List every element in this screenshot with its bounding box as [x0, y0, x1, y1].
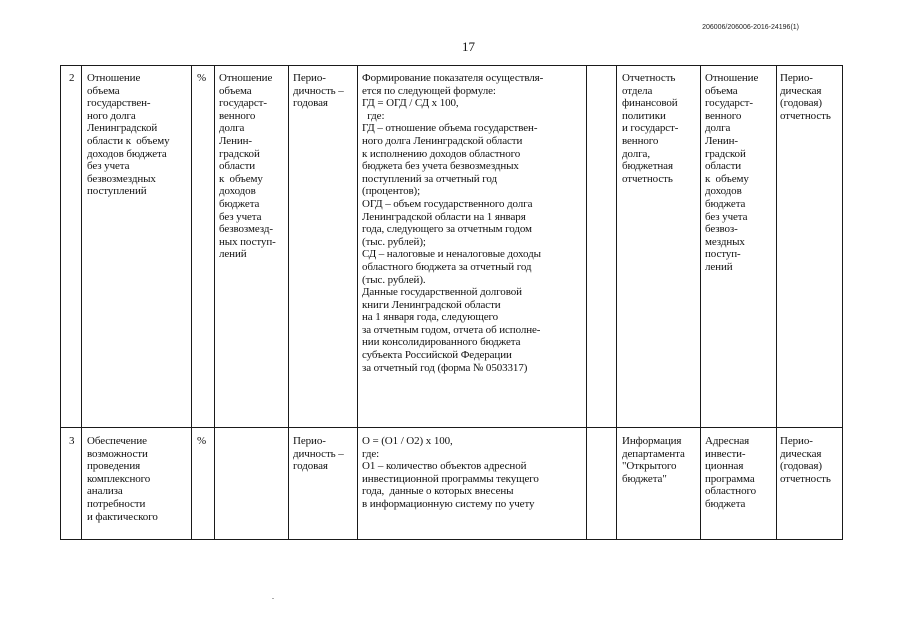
indicator-name: Отношение объема государствен- ного долга Ленинградской области к объему доходов бюджета без учета безвозмездных поступлений: [87, 72, 170, 198]
column-divider: [616, 66, 617, 539]
unit-of-measure: %: [197, 72, 207, 84]
row-number: 2: [69, 72, 75, 84]
page-number: 17: [462, 39, 475, 54]
reporting-form: Перио- дическая (годовая) отчетность: [780, 72, 831, 122]
column-divider: [288, 66, 289, 539]
periodicity: Перио- дичность – годовая: [293, 435, 344, 473]
document-id: 206006/206006-2016-24196(1): [702, 24, 799, 31]
column-divider: [586, 66, 587, 539]
base-indicator: Адресная инвести- ционная программа областного бюджета: [705, 435, 757, 510]
reporting-form: Перио- дическая (годовая) отчетность: [780, 435, 831, 485]
periodicity: Перио- дичность – годовая: [293, 72, 344, 110]
indicator-definition: Отношение объема государст- венного долга Ленин- градской области к объему доходов бюджета без учета безвозмезд- ных поступ- лений: [219, 72, 276, 261]
calculation-formula: Формирование показателя осуществля- ется по следующей формуле: ГД = ОГД / СД х 100, где: ГД – отношение объема государствен- ного долга Ленинградской области к исполнению доходов областного бюджета без учета безвозмездных поступлений за отчетный год (процентов); ОГД – объем государственного долга Ленинградской области на 1 января года, следующего за отчетным годом (тыс. рублей); СД – налоговые и неналоговые доходы областного бюджета за отчетный год (тыс. рублей). Данные государственной долговой книги Ленинградской области на 1 января года, следующего за отчетным годом, отчета об исполне- нии консолидированного бюджета субъекта Российской Федерации за отчетный год (форма № 0503317): [362, 72, 544, 374]
unit-of-measure: %: [197, 435, 207, 447]
scan-speck: [272, 598, 274, 599]
column-divider: [700, 66, 701, 539]
data-source: Отчетность отдела финансовой политики и государст- венного долга, бюджетная отчетность: [622, 72, 679, 185]
base-indicator: Отношение объема государст- венного долга Ленин- градской области к объему доходов бюджета без учета безвоз- мездных поступ- лений: [705, 72, 759, 273]
row-number: 3: [69, 435, 75, 447]
column-divider: [214, 66, 215, 539]
column-divider: [81, 66, 82, 539]
indicator-name: Обеспечение возможности проведения комплексного анализа потребности и фактического: [87, 435, 158, 523]
calculation-formula: О = (О1 / О2) х 100, где: О1 – количество объектов адресной инвестиционной программы текущего года, данные о которых внесены в информационную систему по учету: [362, 435, 539, 510]
data-source: Информация департамента "Открытого бюджета": [622, 435, 685, 485]
row-divider: [61, 427, 842, 428]
column-divider: [357, 66, 358, 539]
column-divider: [776, 66, 777, 539]
column-divider: [191, 66, 192, 539]
indicator-table: [60, 65, 843, 540]
